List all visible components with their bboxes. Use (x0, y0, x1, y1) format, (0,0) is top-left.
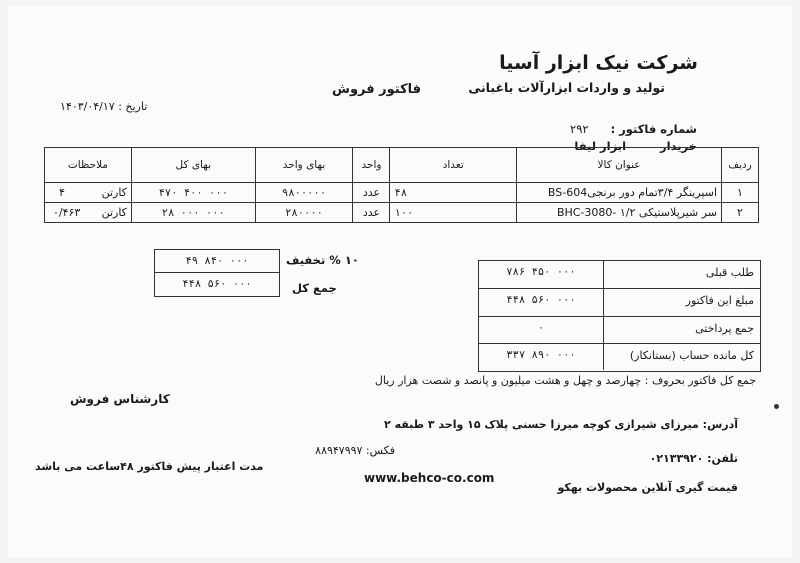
account-label: مبلغ این فاکتور (685, 294, 754, 307)
totals-box (154, 249, 280, 297)
col-unit-price: بهای واحد (255, 148, 353, 183)
bullet-mark (774, 404, 779, 409)
table-row (45, 203, 759, 223)
table-header-row (45, 148, 759, 183)
cell-notes (45, 203, 132, 223)
cell-unit: عدد (353, 183, 390, 203)
fax-label: فکس: (365, 444, 395, 457)
col-total: بهای کل (131, 148, 255, 183)
col-qty: تعداد (390, 148, 517, 183)
sum-row (155, 273, 279, 295)
col-notes: ملاحظات (45, 148, 132, 183)
cell-qty: ۱۰۰ (390, 203, 517, 223)
validity-note: مدت اعتبار پیش فاکتور ۴۸ساعت می باشد (35, 460, 264, 473)
buyer-label: خریدار (660, 139, 697, 153)
cell-total: ۴۷۰ ۴۰۰ ۰۰۰ (131, 183, 255, 203)
online-price-note: قیمت گیری آنلاین محصولات بهکو (557, 481, 738, 494)
cell-item: سر شیرپلاستیکی ۱/۲ -BHC-3080 (517, 203, 722, 223)
account-row (479, 261, 760, 289)
account-value: ۴۴۸ ۵۶۰ ۰۰۰ (506, 294, 576, 306)
address: آدرس: میرزای شیرازی کوچه میرزا حسنی پلاک ۱۵ واحد ۳ طبقه ۲ (384, 418, 738, 431)
account-label: کل مانده حساب (بستانکار) (629, 349, 754, 362)
cell-item: اسپرینگر ۳/۴تمام دور برنجیBS-604 (517, 183, 722, 203)
cell-qty: ۴۸ (390, 183, 517, 203)
account-row (479, 289, 760, 317)
note-unit: کارتن (101, 186, 127, 199)
cell-unit-price: ۹۸۰۰۰۰۰ (255, 183, 353, 203)
date-label: تاریخ : (118, 100, 148, 113)
phone (650, 452, 738, 465)
cell-unit-price: ۲۸۰۰۰۰ (255, 203, 353, 223)
sum-value: ۴۴۸ ۵۶۰ ۰۰۰ (182, 278, 252, 290)
note-qty: ۰/۴۶۳ (53, 206, 81, 219)
discount-value: ۴۹ ۸۴۰ ۰۰۰ (185, 255, 249, 267)
account-label: جمع پرداختی (695, 322, 754, 335)
account-value: ۷۸۶ ۴۵۰ ۰۰۰ (506, 266, 576, 278)
website: www.behco-co.com (364, 471, 495, 485)
company-subtitle: تولید و واردات ابزارآلات باغبانی (468, 80, 665, 95)
cell-row: ۲ (722, 203, 759, 223)
cell-total: ۲۸ ۰۰۰ ۰۰۰ (131, 203, 255, 223)
invoice-no-value: ۲۹۲ (570, 122, 589, 136)
note-unit: کارتن (101, 206, 127, 219)
invoice-title: فاکتور فروش (332, 82, 422, 97)
invoice-number (570, 122, 697, 136)
col-item: عنوان کالا (517, 148, 722, 183)
account-value: ۰ (537, 322, 545, 334)
account-label: طلب قبلی (705, 266, 754, 279)
date-value: ۱۴۰۳/۰۴/۱۷ (60, 100, 115, 113)
fax-value: ۸۸۹۴۷۹۹۷ (315, 444, 363, 457)
cell-notes (45, 183, 132, 203)
invoice-no-label: شماره فاکتور : (610, 122, 697, 136)
cell-unit: عدد (353, 203, 390, 223)
account-value: ۳۳۷ ۸۹۰ ۰۰۰ (506, 349, 576, 361)
phone-value: ۰۲۱۳۳۹۲۰ (649, 452, 704, 465)
discount-label: ۱۰ % تخفیف (286, 253, 359, 267)
buyer-value: ابزار لیفا (574, 139, 627, 153)
sum-label: جمع کل (292, 281, 337, 295)
phone-label: تلفن: (707, 452, 738, 465)
fax (315, 444, 395, 457)
col-unit: واحد (353, 148, 390, 183)
account-row (479, 344, 760, 370)
sales-expert: کارشناس فروش (70, 392, 170, 406)
col-row: ردیف (722, 148, 759, 183)
company-name: شرکت نیک ابزار آسیا (499, 52, 698, 74)
note-qty: ۴ (59, 186, 65, 199)
total-in-words: جمع کل فاکتور بحروف : چهارصد و چهل و هشت میلیون و پانصد و شصت هزار ریال (374, 374, 756, 387)
cell-row: ۱ (722, 183, 759, 203)
items-table (44, 147, 759, 223)
invoice-date (60, 100, 147, 113)
account-row (479, 317, 760, 344)
discount-row (155, 250, 279, 273)
account-box (478, 260, 761, 372)
table-row (45, 183, 759, 203)
